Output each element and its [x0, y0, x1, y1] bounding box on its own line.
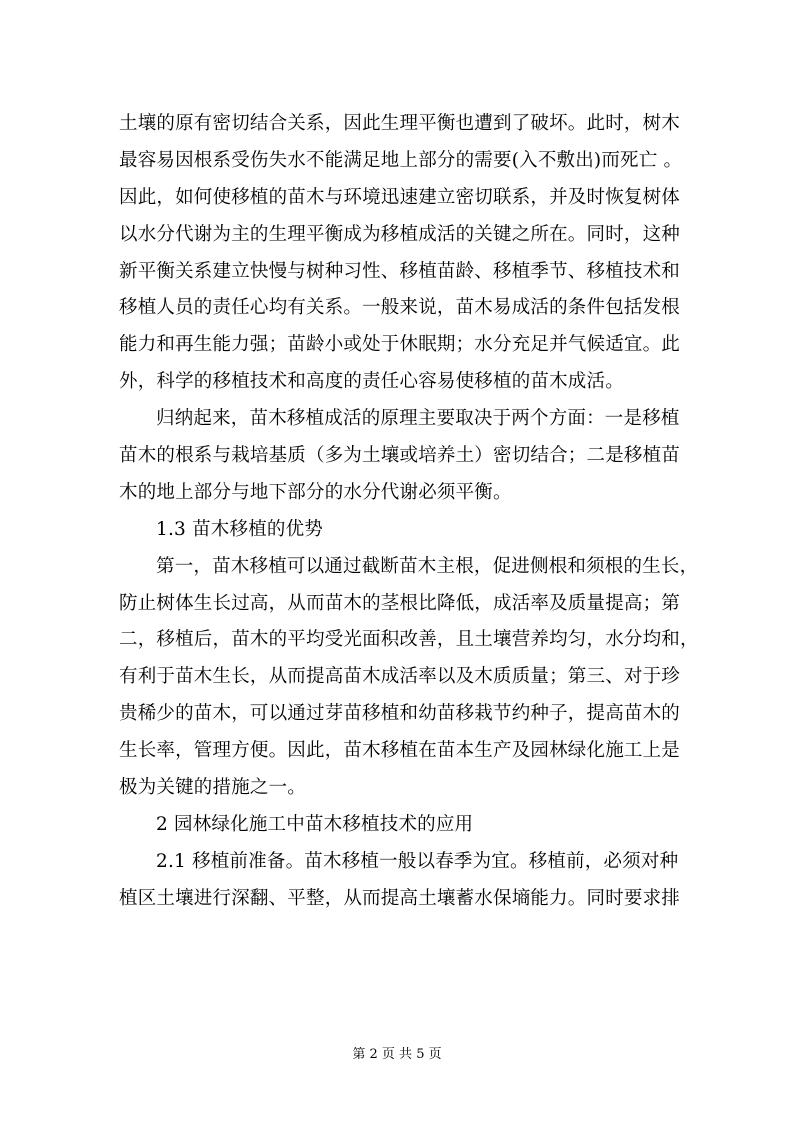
text-line: 生长率，管理方便。因此，苗木移植在苗本生产及园林绿化施工上是: [119, 740, 681, 762]
text-line: 移植人员的责任心均有关系。一般来说，苗木易成活的条件包括发根: [119, 297, 681, 319]
section-heading: 1.3 苗木移植的优势: [156, 518, 324, 540]
text-line: 植区土壤进行深翻、平整，从而提高土壤蓄水保墒能力。同时要求排: [119, 887, 681, 909]
text-line: 木的地上部分与地下部分的水分代谢必须平衡。: [119, 481, 512, 503]
text-line: 防止树体生长过高，从而苗木的茎根比降低，成活率及质量提高；第: [119, 592, 681, 614]
text-line: 有利于苗木生长，从而提高苗木成活率以及木质质量；第三、对于珍: [119, 666, 681, 688]
text-line: 第一，苗木移植可以通过截断苗木主根，促进侧根和须根的生长，: [156, 555, 699, 577]
text-line: 极为关键的措施之一。: [119, 777, 307, 799]
text-line: 土壤的原有密切结合关系，因此生理平衡也遭到了破坏。此时，树木: [119, 113, 681, 134]
text-line: 贵稀少的苗木，可以通过芽苗移植和幼苗移栽节约种子，提高苗木的: [119, 703, 681, 725]
text-line: 因此，如何使移植的苗木与环境迅速建立密切联系，并及时恢复树体: [119, 186, 681, 208]
page-footer: 第 2 页 共 5 页: [352, 1047, 442, 1062]
text-line: 最容易因根系受伤失水不能满足地上部分的需要(入不敷出)而死亡 。: [119, 149, 683, 171]
text-line: 归纳起来，苗木移植成活的原理主要取决于两个方面：一是移植: [156, 408, 680, 430]
text-line: 新平衡关系建立快慢与树种习性、移植苗龄、移植季节、移植技术和: [119, 260, 681, 282]
text-line: 二，移植后，苗木的平均受光面积改善，且土壤营养均匀，水分均和，: [119, 629, 699, 651]
text-line: 外，科学的移植技术和高度的责任心容易使移植的苗木成活。: [119, 371, 624, 393]
text-line: 苗木的根系与栽培基质（多为土壤或培养土）密切结合；二是移植苗: [119, 445, 681, 467]
section-heading: 2 园林绿化施工中苗木移植技术的应用: [156, 813, 474, 835]
text-line: 以水分代谢为主的生理平衡成为移植成活的关键之所在。同时，这种: [119, 223, 681, 245]
text-line: 能力和再生能力强；苗龄小或处于休眠期；水分充足并气候适宜。此: [119, 334, 681, 356]
body-text: [119, 106, 699, 918]
text-line: 2.1 移植前准备。苗木移植一般以春季为宜。移植前，必须对种: [156, 850, 679, 872]
